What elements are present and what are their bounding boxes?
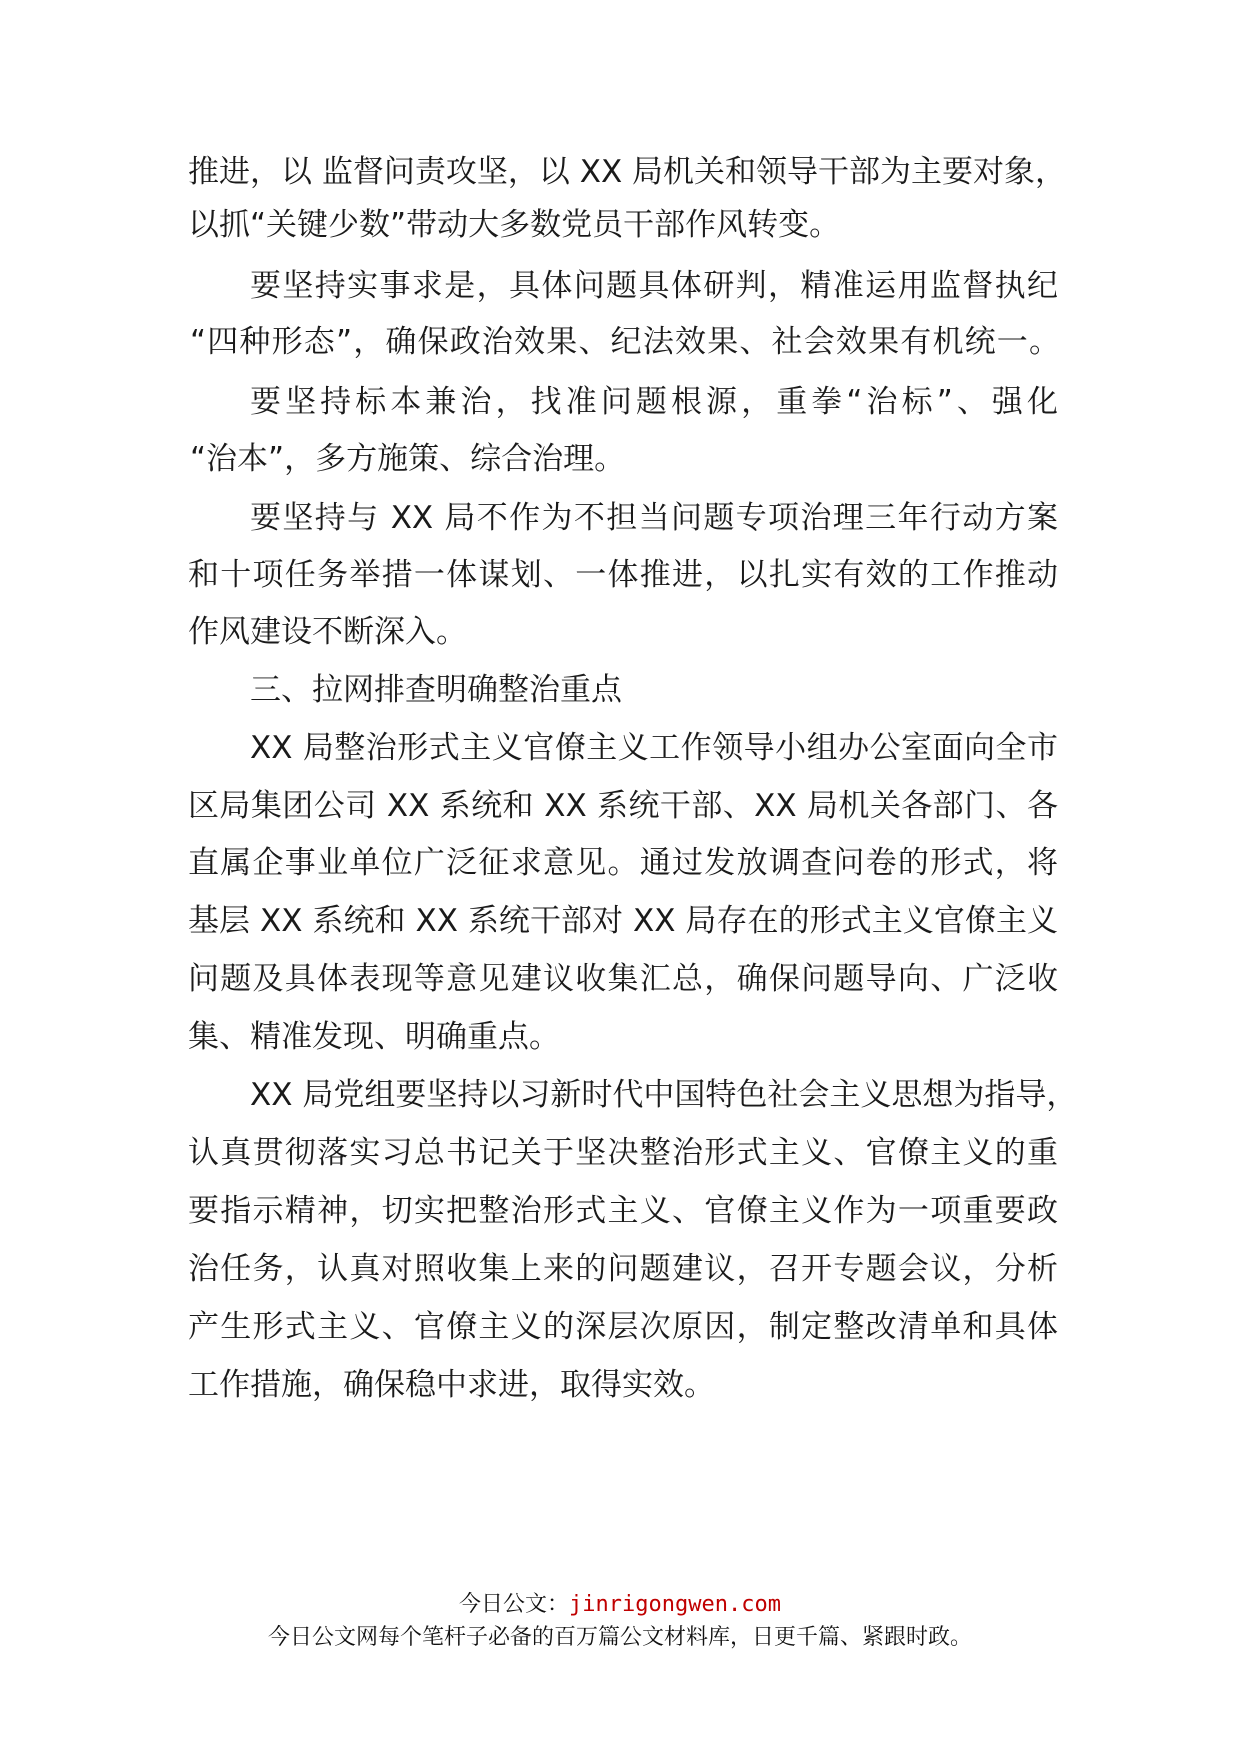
text-line: “治本”，多方施策、综合治理。: [190, 441, 626, 477]
text-line: 作风建设不断深入。: [188, 614, 467, 650]
footer-site-label: 今日公文：: [459, 1592, 570, 1617]
text-line: 产生形式主义、官僚主义的深层次原因，制定整改清单和具体: [188, 1309, 1058, 1345]
text-line: 和十项任务举措一体谋划、一体推进，以扎实有效的工作推动: [188, 557, 1058, 593]
text-line: 要指示精神，切实把整治形式主义、官僚主义作为一项重要政: [188, 1193, 1058, 1229]
paragraph-start: 要坚持与 XX 局不作为不担当问题专项治理三年行动方案: [250, 500, 1058, 536]
paragraph-start: XX 局整治形式主义官僚主义工作领导小组办公室面向全市: [250, 730, 1058, 766]
text-line: 认真贯彻落实习总书记关于坚决整治形式主义、官僚主义的重: [188, 1135, 1058, 1171]
text-line: 工作措施，确保稳中求进，取得实效。: [188, 1367, 715, 1403]
text-line: “四种形态”，确保政治效果、纪法效果、社会效果有机统一。: [190, 324, 1060, 360]
footer-site-link[interactable]: [0, 1590, 1240, 1620]
text-line: 以抓“关键少数”带动大多数党员干部作风转变。: [188, 207, 841, 243]
text-line: 区局集团公司 XX 系统和 XX 系统干部、XX 局机关各部门、各: [188, 788, 1058, 824]
text-line: 治任务，认真对照收集上来的问题建议，召开专题会议，分析: [188, 1251, 1058, 1287]
footer-url[interactable]: jinrigongwen.com: [569, 1592, 781, 1617]
paragraph-start: 要坚持标本兼治，找准问题根源，重拳“治标”、强化: [250, 384, 1058, 420]
text-line: 集、精准发现、明确重点。: [188, 1019, 560, 1055]
paragraph-start: 要坚持实事求是，具体问题具体研判，精准运用监督执纪: [250, 268, 1058, 304]
paragraph-start: XX 局党组要坚持以习新时代中国特色社会主义思想为指导，: [250, 1077, 1078, 1113]
text-line: 基层 XX 系统和 XX 系统干部对 XX 局存在的形式主义官僚主义: [188, 903, 1058, 939]
section-heading: 三、拉网排查明确整治重点: [250, 672, 622, 708]
text-line: 直属企事业单位广泛征求意见。通过发放调查问卷的形式，将: [188, 845, 1058, 881]
text-line: 问题及具体表现等意见建议收集汇总，确保问题导向、广泛收: [188, 961, 1058, 997]
text-line: 推进，以 监督问责攻坚，以 XX 局机关和领导干部为主要对象，: [188, 154, 1067, 190]
footer-slogan: 今日公文网每个笔杆子必备的百万篇公文材料库，日更千篇、紧跟时政。: [267, 1625, 972, 1650]
